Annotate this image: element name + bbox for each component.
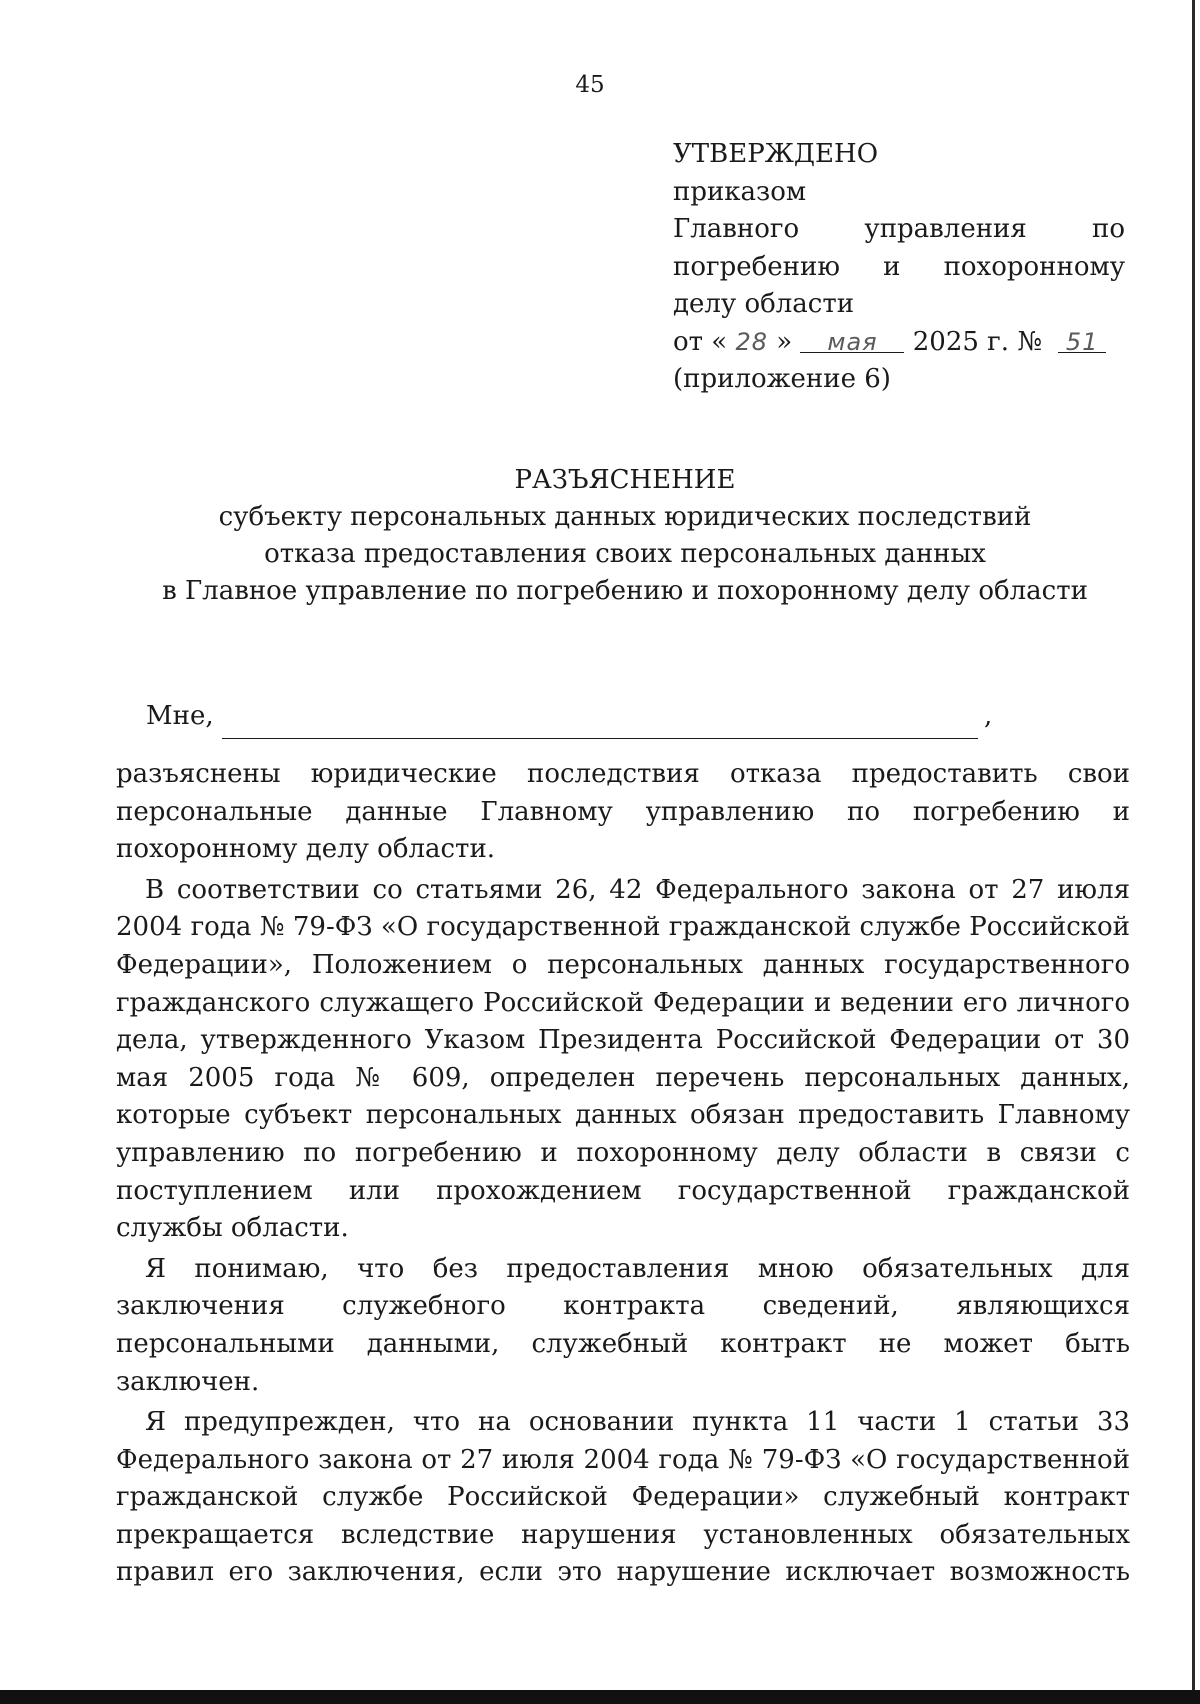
date-month-blank [800,324,904,356]
name-label: Мне, [146,701,214,731]
document-subtitle-line: отказа предоставления своих персональных данных [264,539,986,569]
document-heading: РАЗЪЯСНЕНИЕ [514,465,736,495]
date-year: 2025 г. № [912,326,1042,357]
document-subtitle-line: в Главное управление по погребению и похоронному делу области [162,576,1088,606]
order-number-handwritten: 51 [1065,327,1099,356]
approval-line-department [673,211,1125,249]
document-subtitle-line: субъекту персональных данных юридических последствий [218,502,1032,532]
approval-line-order: приказом [673,176,807,207]
approval-word: Главного [673,214,800,244]
approval-date-line [673,324,1125,362]
approval-word: по [1092,214,1125,244]
approval-stamp-block [673,136,1125,399]
approval-word: управления [864,214,1027,244]
date-month-handwritten: мая [827,327,878,356]
approval-word: и [883,251,901,282]
approval-word: похоронному [943,251,1125,282]
body-paragraph: разъяснены юридические последствия отказа предоставить свои персональные данные Главному управлению по погребению и похоронному делу области. [116,759,1130,865]
body-paragraph: Я понимаю, что без предоставления мною обязательных для заключения служебного контракта сведений, являющихся персональными данными, служебный контракт не может быть заключен. [116,1253,1130,1397]
name-trailing-comma: , [984,701,993,731]
date-prefix: от « [673,326,728,357]
scan-right-edge [1192,0,1195,1704]
order-number-blank [1058,324,1106,356]
date-quote-close: » [776,326,793,357]
approval-line-region: делу области [673,289,855,319]
document-body [116,756,1130,1592]
name-blank-rule [222,738,978,739]
scan-bottom-edge [0,1690,1200,1704]
body-paragraph: В соответствии со статьями 26, 42 Федерального закона от 27 июля 2004 года № 79-ФЗ «О государственной гражданской службе Российской Федерации», Положением о персональных данных государственного гражданского служащего Российской Федерации и ведении его личного дела, утвержденного Указом Президента Российской Федерации от 30 мая 2005 года № 609, определен перечень персональных данных, которые субъект персональных данных обязан предоставить Главному управлению по погребению и похоронному делу области в связи с поступлением или прохождением государственной гражданской службы области. [116,874,1130,1244]
approval-line-department-2 [673,249,1125,287]
approval-appendix: (приложение 6) [673,364,891,394]
approval-title: УТВЕРЖДЕНО [673,139,879,169]
document-title-block [130,462,1120,610]
page-number: 45 [575,72,605,98]
approval-word: погребению [673,251,840,282]
body-paragraph: Я предупрежден, что на основании пункта 11 части 1 статьи 33 Федерального закона от 27 июля 2004 года № 79-ФЗ «О государственной гражданской службе Российской Федерации» служебный контракт прекращается вследствие нарушения установленных обязательных правил его заключения, если это нарушение исключает возможность [116,1407,1130,1588]
date-day-handwritten: 28 [735,327,769,356]
